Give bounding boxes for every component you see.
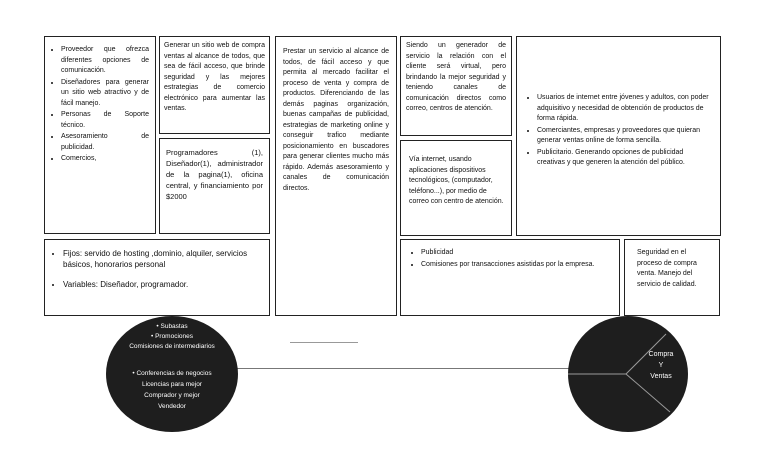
customer-segments-list: [525, 93, 712, 169]
revenue-streams-box: [400, 239, 620, 316]
list-item: • Diseñadores para generar un sitio web atractivo y de fácil manejo.: [61, 78, 149, 110]
list-item: • Usuarios de internet entre jóvenes y adultos, con poder adquisitivo y necesidad de obtención de productos de forma rápida.: [537, 93, 712, 125]
list-item: • Comercios,: [61, 154, 149, 165]
list-item: • Asesoramiento de publicidad.: [61, 132, 149, 153]
ellipse-item: • Promociones: [150, 333, 193, 340]
list-item: • Comerciantes, empresas y proveedores que quieran generar ventas online de forma sencilla.: [537, 126, 712, 147]
ellipse-item: Licencias para mejor: [142, 381, 202, 388]
ellipse-label-line: Y: [658, 362, 664, 369]
list-item: • Variables: Diseñador, programador.: [63, 279, 261, 290]
key-activities-box: [159, 36, 270, 134]
customer-relationships-box: [400, 36, 512, 136]
list-item: • Comisiones por transacciones asistidas por la empresa.: [421, 260, 611, 271]
list-item: • Proveedor que ofrezca diferentes opciones de comunicación.: [61, 45, 149, 77]
ellipse-top-text: [106, 322, 238, 352]
key-resources-text: Programadores (1), Diseñador(1), administrador de la pagina(1), oficina central, y financiamiento por $2000: [166, 148, 263, 201]
channels-box: [400, 140, 512, 236]
key-resources-box: [159, 138, 270, 234]
ellipse-item: • Subastas: [156, 323, 188, 330]
value-proposition-text: Prestar un servicio al alcance de todos, de fácil acceso y que permita al mercado facilitar el proceso de venta y compra de productos. Diferenciando de las demás paginas organización, buenas campañas de publicidad, estrategias de marketing online y conseguir trafico mediante posicionamiento en buscadores para generar clientes mucho más rápido. Además asesoramiento y canales de comunicación directos.: [283, 48, 389, 192]
ellipse-item: • Conferencias de negocios: [132, 370, 212, 377]
list-item: • Fijos: servido de hosting ,dominio, alquiler, servicios básicos, honorarios personal: [63, 248, 261, 270]
value-proposition-box: [275, 36, 397, 316]
sales-ellipse-label: [636, 349, 686, 382]
cost-structure-list: [51, 248, 261, 290]
key-partners-box: [44, 36, 156, 234]
customer-relationships-text: Siendo un generador de servicio la relación con el cliente será virtual, pero brindando la mejor seguridad y teniendo canales de comunicación directos como correo, centros de atención.: [406, 42, 506, 112]
security-text: Seguridad en el proceso de compra venta. Manejo del servicio de calidad.: [637, 249, 697, 288]
ellipse-label-line: Compra: [648, 351, 674, 358]
ellipse-bottom-text: [106, 368, 238, 412]
ellipse-label-line: Ventas: [650, 373, 672, 380]
security-box: [624, 239, 720, 316]
revenue-streams-list: [409, 248, 611, 270]
key-partners-list: [49, 45, 149, 165]
channels-text: Vía internet, usando aplicaciones dispositivos tecnológicos, (computador, teléfono...), por medio de correo con centro de atención.: [409, 156, 504, 205]
list-item: • Personas de Soporte técnico.: [61, 110, 149, 131]
list-item: • Publicitario. Generando opciones de publicidad creativas y que generen la atención del público.: [537, 148, 712, 169]
key-activities-text: Generar un sitio web de compra ventas al alcance de todos, que sea de fácil acceso, que brinde seguridad y las mejores estrategias de comercio electrónico para aumentar las ventas.: [164, 42, 265, 112]
cost-structure-box: [44, 239, 270, 316]
divider: [290, 342, 358, 343]
ellipse-item: Vendedor: [158, 403, 186, 410]
customer-segments-box: [516, 36, 721, 236]
ellipse-item: Comisiones de intermediarios: [129, 343, 215, 350]
list-item: • Publicidad: [421, 248, 611, 259]
ellipse-item: Comprador y mejor: [144, 392, 200, 399]
